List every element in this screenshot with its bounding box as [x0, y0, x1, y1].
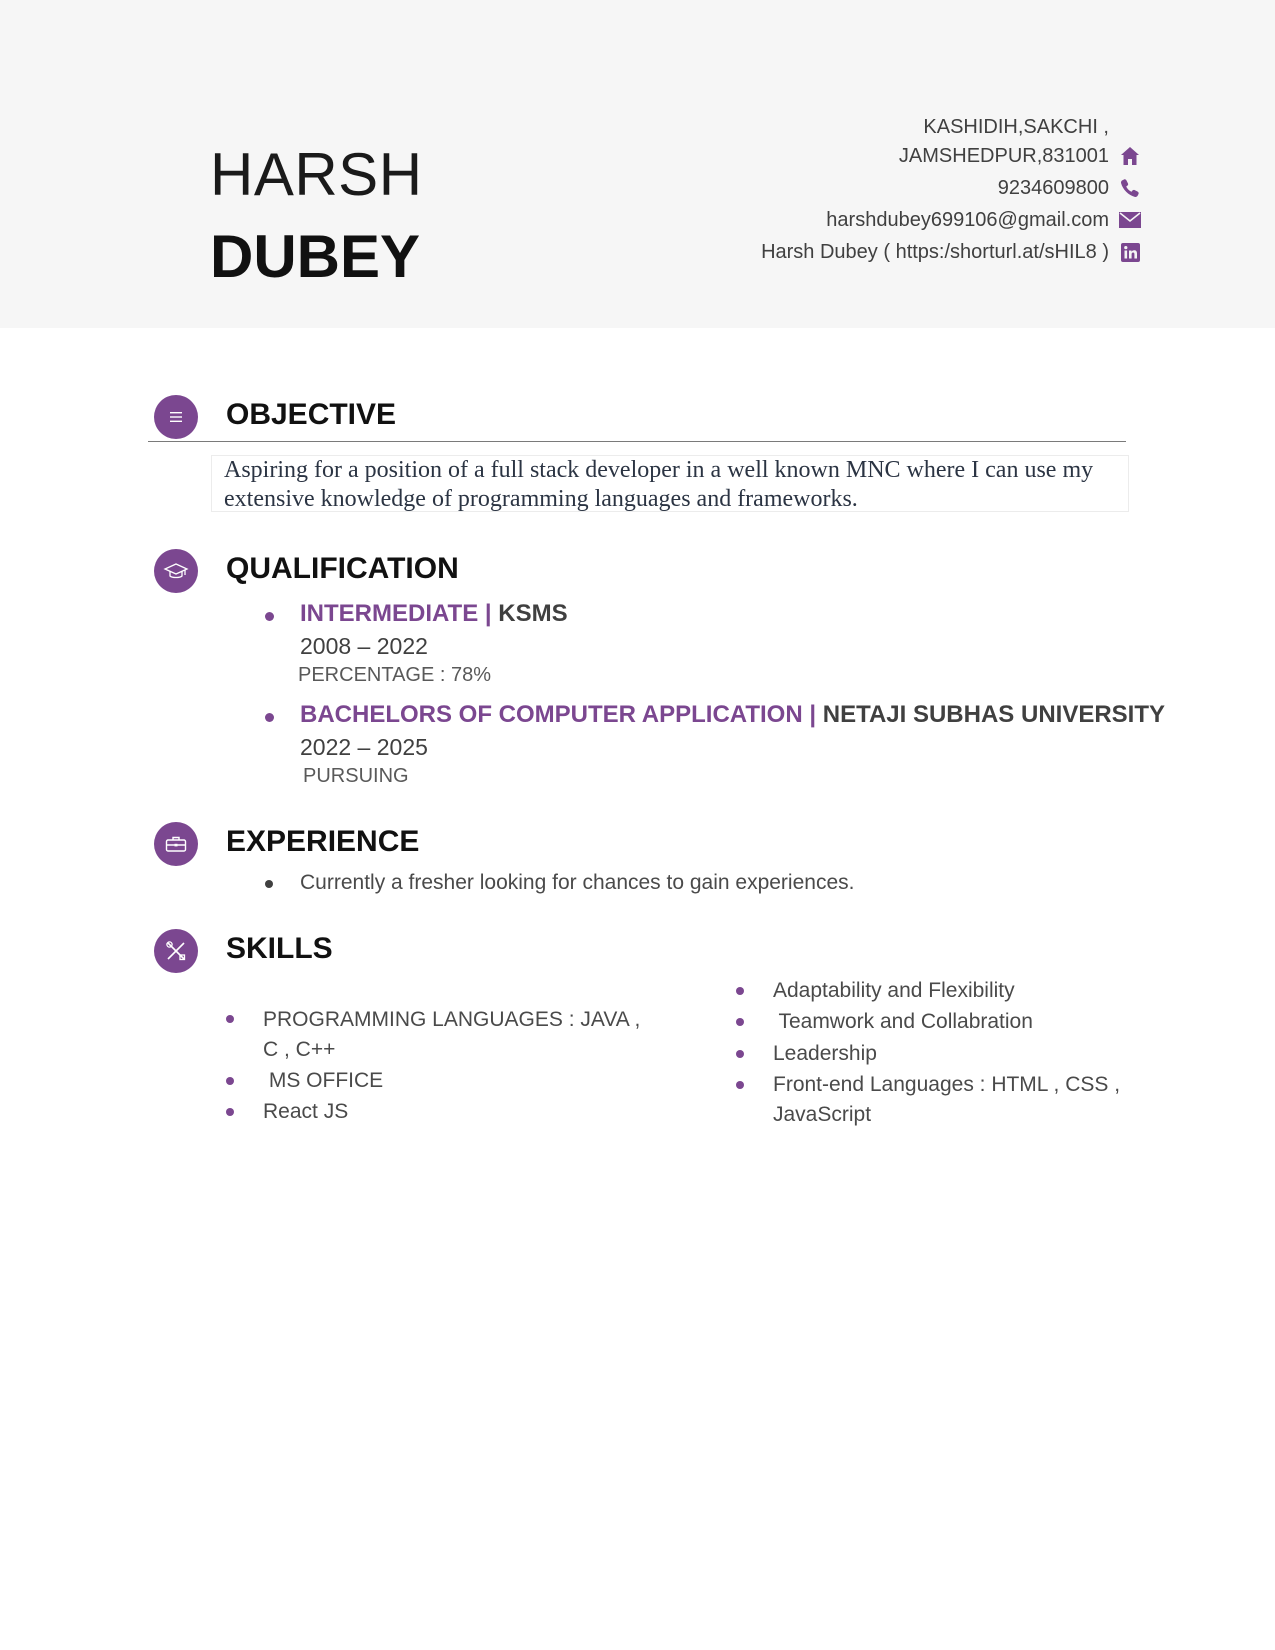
skill-item: PROGRAMMING LANGUAGES : JAVA , C , C++ — [263, 1008, 641, 1061]
qualification-title: QUALIFICATION — [226, 552, 459, 585]
experience-item: Currently a fresher looking for chances to gain experiences. — [300, 871, 855, 894]
linkedin-text[interactable]: Harsh Dubey ( https:/shorturl.at/sHIL8 ) — [761, 240, 1109, 263]
first-name: HARSH — [210, 141, 423, 208]
qualification-institution: KSMS — [498, 600, 568, 627]
experience-title: EXPERIENCE — [226, 825, 420, 858]
linkedin-row — [761, 236, 1141, 268]
qualification-degree: BACHELORS OF COMPUTER APPLICATION — [300, 701, 803, 728]
qualification-years: 2022 – 2025 — [300, 734, 428, 760]
email-text[interactable]: harshdubey699106@gmail.com — [826, 208, 1109, 231]
phone-row — [761, 172, 1141, 204]
graduation-cap-icon — [154, 549, 198, 593]
last-name: DUBEY — [210, 223, 421, 290]
qualification-bullet — [265, 713, 274, 722]
skill-bullet — [736, 987, 744, 995]
objective-list-icon — [154, 395, 198, 439]
linkedin-icon — [1119, 241, 1141, 263]
objective-title: OBJECTIVE — [226, 398, 397, 431]
skill-bullet — [226, 1077, 234, 1085]
skill-bullet — [736, 1050, 744, 1058]
skill-item: MS OFFICE — [263, 1069, 384, 1092]
home-icon — [1119, 145, 1141, 167]
contact-block — [761, 114, 1141, 268]
resume-header — [0, 0, 1275, 328]
email-row — [761, 204, 1141, 236]
skill-bullet — [736, 1018, 744, 1026]
qualification-item-2-heading: BACHELORS OF COMPUTER APPLICATION | NETAJI SUBHAS UNIVERSITY — [300, 701, 1166, 728]
objective-text: Aspiring for a position of a full stack developer in a well known MNC where I can use my extensive knowledge of programming languages and frameworks. — [224, 457, 1094, 512]
skill-bullet — [226, 1108, 234, 1116]
skill-bullet — [226, 1015, 234, 1023]
qualification-note: PERCENTAGE : 78% — [298, 664, 492, 686]
qualification-institution: NETAJI SUBHAS UNIVERSITY — [822, 701, 1166, 728]
address-line-2-text: JAMSHEDPUR,831001 — [898, 144, 1109, 167]
qualification-note: PURSUING — [303, 765, 409, 787]
skills-title: SKILLS — [226, 932, 333, 965]
skill-bullet — [736, 1081, 744, 1089]
qualification-bullet — [265, 612, 274, 621]
experience-bullet — [265, 880, 273, 888]
phone-icon — [1119, 177, 1141, 199]
address-line-1 — [761, 114, 1141, 140]
skill-item: Leadership — [773, 1042, 877, 1065]
objective-divider — [148, 441, 1126, 442]
tools-icon — [154, 929, 198, 973]
qualification-degree: INTERMEDIATE — [300, 600, 479, 627]
briefcase-icon — [154, 822, 198, 866]
phone-text: 9234609800 — [997, 176, 1109, 199]
skill-item: Front-end Languages : HTML , CSS , JavaScript — [773, 1073, 1121, 1126]
skill-item: Adaptability and Flexibility — [773, 979, 1015, 1002]
envelope-icon — [1119, 209, 1141, 231]
qualification-item-1-heading: INTERMEDIATE | KSMS — [300, 600, 568, 627]
address-line-2 — [761, 140, 1141, 172]
address-line-1-text: KASHIDIH,SAKCHI , — [923, 115, 1109, 138]
skill-item: Teamwork and Collabration — [773, 1010, 1033, 1033]
skill-item: React JS — [263, 1100, 349, 1123]
qualification-years: 2008 – 2022 — [300, 633, 428, 659]
